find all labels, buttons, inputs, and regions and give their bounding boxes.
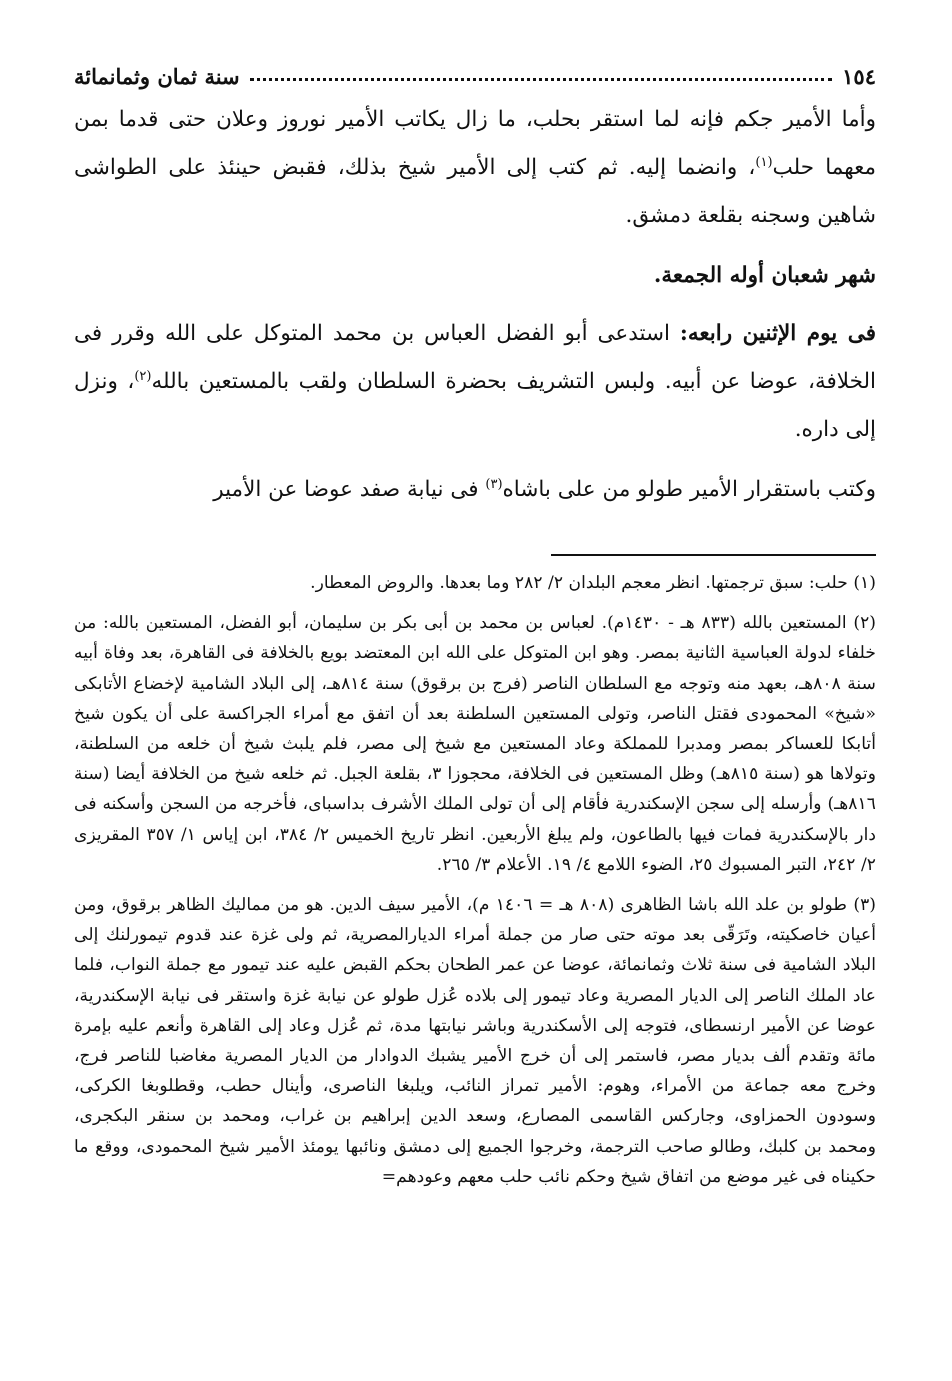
paragraph-3: [74, 466, 876, 514]
running-title: سنة ثمان وثمانمائة: [74, 63, 240, 89]
paragraph-2: [74, 310, 876, 454]
book-page: [74, 56, 876, 1361]
footnote-ref-2: (٢): [134, 368, 152, 384]
footnotes: [74, 568, 876, 1192]
section-heading: شهر شعبان أوله الجمعة.: [653, 263, 876, 288]
page-number: ١٥٤: [842, 63, 876, 89]
footnote-separator: [551, 554, 876, 556]
paragraph-2-lead: فى يوم الإثنين رابعه:: [679, 321, 876, 346]
footnote-ref-3: (٣): [485, 476, 503, 492]
paragraph-3-text-a: وكتب باستقرار الأمير طولو من على باشاه: [502, 477, 876, 502]
main-text: [74, 96, 876, 514]
footnote-3: (٣) طولو بن علد الله باشا الظاهرى (٨٠٨ هـ = ١٤٠٦ م)، الأمير سيف الدين. هو من مماليك الظاهر برقوق، ومن أعيان خاصكيته، وتَرَقّى بعد موته حتى صار من جملة أمراء الديارالمصرية، ثم ولى غزة عند قدوم تيمورلنك إلى البلاد الشامية فى سنة ثلاث وثمانمائة، عوضا عن عمر الطحان بحكم القبض عليه عند تيمور مع جملة النواب، فلما عاد الملك الناصر إلى الديار المصرية وعاد تيمور إلى بلاده عُزل طولو عن نيابة غزة واستقر فى نيابة الإسكندرية، عوضا عن الأمير ارنسطاى، فتوجه إلى الأسكندرية وباشر نيابتها مدة، ثم عُزل وعاد إلى القاهرة وأنعم عليه بإمرة مائة وتقدم ألف بديار مصر، فاستمر إلى أن خرج الأمير يشبك الدوادار من الديار المصرية مغاضبا للناصر فرج، وخرج معه جماعة من الأمراء، وهوم: الأمير تمراز النائب، ويلبغا الناصرى، وأينال حطب، وقطلوبغا الكركى، وسودون الحمزاوى، وجاركس القاسمى المصارع، وسعد الدين إبراهيم بن غراب، ومحمد بن سنقر البكجرى، ومحمد بن كلبك، وطالو صاحب الترجمة، وخرجوا الجميع إلى دمشق ونائبها يومئذ الأمير شيخ المحمودى، ووقع ما حكيناه فى غير موضع من اتفاق شيخ وحكم نائب حلب معهم وعودهم=: [74, 895, 877, 1187]
footnote-1: (١) حلب: سبق ترجمتها. انظر معجم البلدان ٢/ ٢٨٢ وما بعدها. والروض المعطار.: [310, 573, 876, 593]
footnote-2: (٢) المستعين بالله (٨٣٣ هـ - ١٤٣٠م). لعباس بن محمد بن أبى بكر بن سليمان، أبو الفضل، المستعين بالله: من خلفاء لدولة العباسية الثانية بمصر. وهو ابن المتوكل على الله ابن المعتضد بويع بالخلافة فى القاهرة، بعد وفاة أبيه سنة ٨٠٨هـ، بعهد منه وتوجه مع السلطان الناصر (فرج بن برقوق) سنة ٨١٤هـ، إلى البلاد الشامية لإخضاع الأتابكى «شيخ» المحمودى فقتل الناصر، وتولى المستعين السلطنة بعد أن اتفق مع أمراء الجراكسة على أن يكون شيخ أتابكا للعساكر بمصر ومدبرا للمملكة وعاد المستعين مع شيخ إلى مصر، فلم يلبث شيخ أن خلعه من السلطنة، وتولاها هو (سنة ٨١٥هـ) وظل المستعين فى الخلافة، محجوزا ٣، بقلعة الجبل. ثم خلعه شيخ من الخلافة أيضا (سنة ٨١٦هـ) وأرسله إلى سجن الإسكندرية فأقام إلى أن تولى الملك الأشرف بداسباى، فأخرجه من السجن وأسكنه فى دار بالإسكندرية فمات فيها بالطاعون، ولم يبلغ الأربعين. انظر تاريخ الخميس ٢/ ٣٨٤، ابن إياس ١/ ٣٥٧ المقريزى ٢/ ٢٤٢، التبر المسبوك ٢٥، الضوء اللامع ٤/ ١٩. الأعلام ٣/ ٢٦٥.: [74, 613, 877, 875]
footnote-ref-1: (١): [755, 154, 773, 170]
paragraph-2-text-a: استدعى أبو الفضل العباس بن محمد المتوكل على الله وقرر فى الخلافة، عوضا عن أبيه. ولبس التشريف بحضرة السلطان ولقب بالمستعين بالله: [74, 321, 876, 394]
dotted-leader: [250, 78, 833, 81]
running-head: [74, 56, 876, 96]
paragraph-1-text-b: ، وانضما إليه. ثم كتب إلى الأمير شيخ بذلك، فقبض حينئذ على الطواشى شاهين وسجنه بقلعة دمشق.: [74, 155, 876, 228]
paragraph-1: [74, 96, 876, 240]
paragraph-1-text-a: وأما الأمير جكم فإنه لما استقر بحلب، ما زال يكاتب الأمير نوروز وعلان حتى قدما بمن معهما حلب: [74, 107, 876, 180]
paragraph-3-text-b: فى نيابة صفد عوضا عن الأمير: [213, 477, 486, 502]
paragraph-2-text-b: ، ونزل إلى داره.: [74, 369, 876, 442]
